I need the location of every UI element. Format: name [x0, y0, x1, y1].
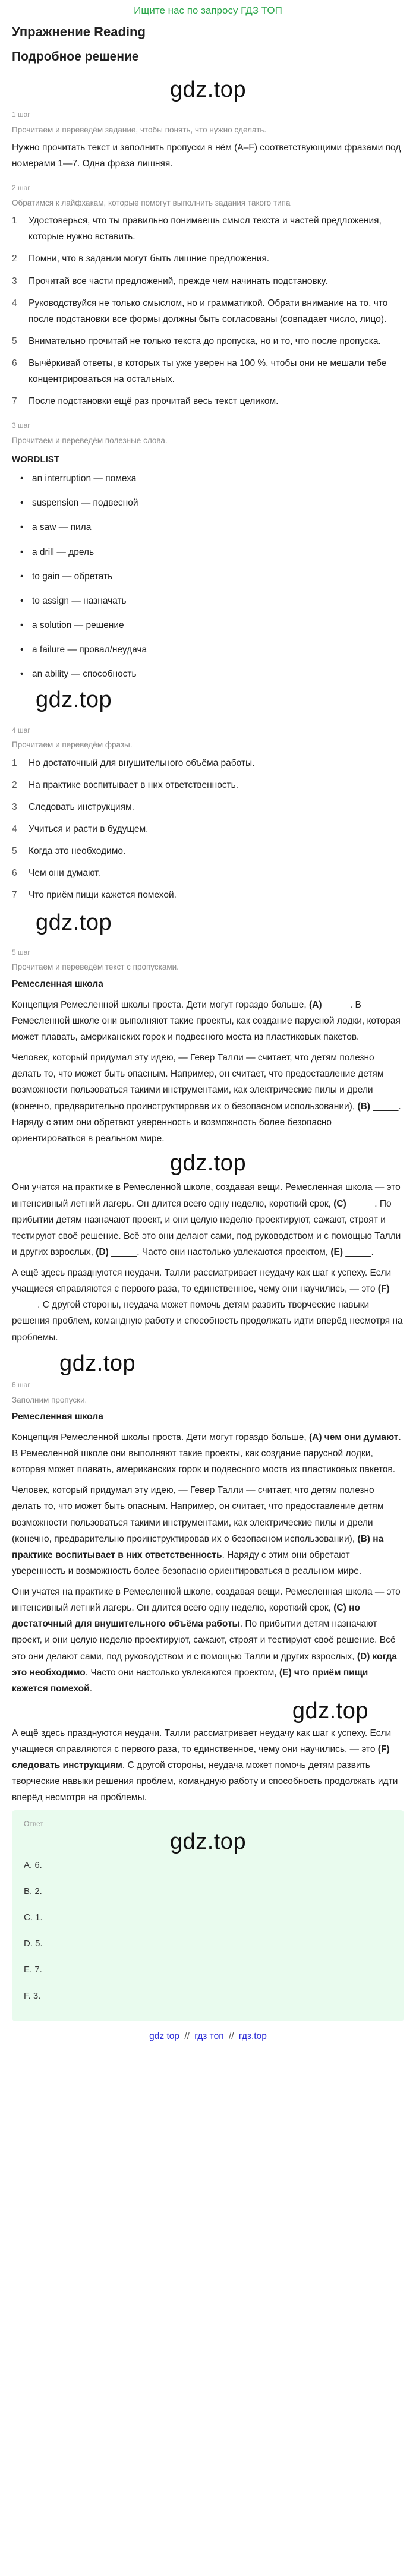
text-paragraph	[12, 1584, 404, 1697]
text-run: Они учатся на практике в Ремесленной школе, создавая вещи. Ремесленная школа — это интенсивный летний лагерь. Он длится всего одну неделю, короткий срок,	[12, 1182, 401, 1209]
bullet-icon: •	[20, 522, 24, 533]
list-item	[12, 273, 404, 289]
footer-link[interactable]: гдз топ	[194, 2031, 224, 2041]
text-run: _____. Часто они настолько увлекаются проектом,	[108, 1246, 331, 1257]
text-paragraph	[12, 1179, 404, 1260]
text-run: . По прибытии детям назначают проект, и они целую неделю проектируют, сажают, строят и тестируют своё решение. Всё это они делают сами, под руководством и с помощью Талли и других взрослых,	[12, 1619, 396, 1662]
text-paragraph	[12, 1725, 404, 1806]
wordlist-title: WORDLIST	[12, 454, 59, 465]
step-label: 5 шаг	[12, 948, 30, 957]
answer-item: F. 3.	[24, 1990, 41, 2001]
wordlist	[12, 471, 404, 682]
list-item	[12, 755, 404, 771]
text-run: _____. В Ремесленной школе они выполняют такие проекты, как создание парусной лодки, которая может плавать, американских горок и подвесного моста из пластиковых пакетов.	[12, 999, 401, 1043]
text-run: . Наряду с этим они обретают уверенность и возможность более безопасно ориентироваться в реальном мире.	[12, 1549, 362, 1576]
answer-label: Ответ	[24, 1820, 43, 1829]
list-item	[20, 617, 404, 633]
word-entry: a saw — пила	[32, 522, 92, 533]
list-item	[12, 843, 404, 859]
step-hint: Заполним пропуски.	[12, 1395, 87, 1404]
list-item	[20, 569, 404, 585]
list-item	[12, 777, 404, 793]
text-run: . В Ремесленной школе они выполняют такие проекты, как создание парусной лодки, которая может плавать, американских горок и подвесного моста из пластиковых пакетов.	[12, 1432, 401, 1475]
item-text: Следовать инструкциям.	[29, 801, 134, 812]
footer-separator: //	[228, 2031, 234, 2041]
text-run: А ещё здесь празднуются неудачи. Талли рассматривает неудачу как шаг к успеху. Если учащиеся справляются с первого раза, то единственное, чему они научились, — это	[12, 1268, 392, 1295]
answer-list	[24, 1858, 392, 2003]
step-6	[12, 1379, 404, 1805]
watermark: gdz.top	[169, 1829, 247, 1855]
text-paragraph	[12, 1050, 404, 1147]
text-heading: Ремесленная школа	[12, 978, 103, 989]
bullet-icon: •	[20, 645, 24, 655]
word-entry: an ability — способность	[32, 669, 137, 680]
item-text: Чем они думают.	[29, 868, 100, 879]
gap-marker: (C)	[333, 1198, 346, 1209]
item-number: 3	[12, 276, 17, 286]
list-item	[12, 295, 404, 327]
step-text: Нужно прочитать текст и заполнить пропуски в нём (A–F) соответствующими фразами под номерами 1—7. Одна фраза лишняя.	[12, 143, 401, 169]
item-text: Внимательно прочитай не только текста до пропуска, но и то, что после пропуска.	[29, 336, 381, 346]
gap-marker: (A)	[308, 999, 322, 1010]
text-run: . Часто они настолько увлекаются проектом,	[85, 1667, 279, 1678]
list-item	[12, 821, 404, 837]
filled-answer: (F) следовать инструкциям	[12, 1744, 390, 1770]
item-number: 1	[12, 216, 17, 226]
item-text: На практике воспитывает в них ответственность.	[29, 779, 239, 790]
item-text: Вычёркивай ответы, в которых ты уже уверен на 100 %, чтобы они не мешали тебе концентрироваться на остальных.	[29, 358, 387, 385]
bullet-icon: •	[20, 571, 24, 582]
text-run: _____. По прибытии детям назначают проект, и они целую неделю проектируют, сажают, строят и тестируют своё решение. Всё это они делают сами, под руководством и с помощью Талли и других взрослых,	[12, 1198, 401, 1257]
list-item	[20, 471, 404, 487]
item-text: Удостоверься, что ты правильно понимаешь смысл текста и частей предложения, которые нужно вставить.	[29, 216, 382, 242]
step-hint: Прочитаем и переведём полезные слова.	[12, 435, 168, 445]
item-text: Когда это необходимо.	[29, 846, 126, 857]
step-4	[12, 725, 404, 904]
text-run: Человек, который придумал эту идею, — Гевер Талли — считает, что детям полезно делать то, что может быть опасным. Например, он считает, что предоставление детям возможности пользоваться такими инструментами, как электрические пилы и дрели (конечно, предварительно проинструктировав их о безопасном использовании),	[12, 1485, 384, 1544]
bullet-icon: •	[20, 547, 24, 557]
step-hint: Обратимся к лайфхакам, которые помогут выполнить задания такого типа	[12, 198, 291, 207]
step-label: 6 шаг	[12, 1381, 30, 1390]
phrases-list	[12, 755, 404, 904]
bullet-icon: •	[20, 473, 24, 484]
watermark: gdz.top	[36, 910, 112, 935]
item-number: 5	[12, 846, 17, 857]
list-item	[12, 887, 404, 903]
item-number: 1	[12, 757, 17, 768]
list-item	[12, 213, 404, 245]
step-label: 2 шаг	[12, 184, 30, 192]
gap-marker: (F)	[377, 1284, 390, 1295]
text-run: .	[89, 1683, 92, 1694]
item-number: 4	[12, 298, 17, 308]
item-number: 4	[12, 824, 17, 835]
filled-answer: (A) чем они думают	[308, 1432, 399, 1442]
top-banner[interactable]: Ищите нас по запросу ГДЗ ТОП	[134, 5, 282, 16]
answer-item: E. 7.	[24, 1964, 42, 1975]
list-item	[12, 355, 404, 387]
bullet-icon: •	[20, 620, 24, 630]
page-content	[0, 21, 416, 2044]
list-item	[12, 865, 404, 881]
page-title: Упражнение Reading	[12, 24, 146, 39]
bullet-icon: •	[20, 595, 24, 606]
step-hint: Прочитаем и переведём фразы.	[12, 740, 133, 750]
list-item	[20, 642, 404, 658]
text-run: . С другой стороны, неудача может помочь детям развить творческие навыки решения проблем, командную работу и способность продолжать идти вперёд несмотря на проблемы.	[12, 1760, 398, 1802]
text-run: Они учатся на практике в Ремесленной школе, создавая вещи. Ремесленная школа — это интенсивный летний лагерь. Он длится всего одну неделю, короткий срок,	[12, 1587, 401, 1614]
item-number: 5	[12, 336, 17, 346]
footer-links	[12, 2029, 404, 2044]
item-text: Помни, что в задании могут быть лишние предложения.	[29, 254, 270, 264]
answer-item: D. 5.	[24, 1938, 43, 1949]
word-entry: a solution — решение	[32, 620, 124, 630]
item-text: Но достаточный для внушительного объёма работы.	[29, 757, 255, 768]
text-paragraph	[12, 1482, 404, 1579]
gap-marker: (B)	[357, 1101, 370, 1112]
step-5	[12, 947, 404, 1346]
list-item	[12, 393, 404, 409]
answer-item: B. 2.	[24, 1886, 42, 1896]
list-item	[20, 519, 404, 535]
step-label: 1 шаг	[12, 111, 30, 119]
step-label: 3 шаг	[12, 421, 30, 430]
text-run: _____.	[343, 1246, 374, 1257]
list-item	[20, 544, 404, 560]
word-entry: a drill — дрель	[32, 547, 94, 557]
watermark: gdz.top	[59, 1350, 136, 1376]
item-text: Что приём пищи кажется помехой.	[29, 890, 177, 901]
text-run: Концепция Ремесленной школы проста. Дети могут гораздо больше,	[12, 999, 309, 1010]
footer-link[interactable]: гдз.top	[238, 2031, 267, 2041]
watermark: gdz.top	[292, 1698, 368, 1723]
step-hint: Прочитаем и переведём текст с пропусками.	[12, 962, 179, 972]
footer-separator: //	[184, 2031, 190, 2041]
step-1	[12, 109, 404, 172]
gap-marker: (D)	[96, 1246, 109, 1257]
item-text: Руководствуйся не только смыслом, но и грамматикой. Обрати внимание на то, что после подстановки все формы должны быть согласованы (совпадает число, лицо).	[29, 298, 388, 324]
word-entry: to assign — назначать	[32, 595, 127, 606]
text-run: Человек, который придумал эту идею, — Гевер Талли — считает, что детям полезно делать то, что может быть опасным. Например, он считает, что предоставление детям возможности пользоваться такими инструментами, как электрические пилы и дрели (конечно, предварительно проинструктировав их о безопасном использовании),	[12, 1053, 384, 1112]
item-number: 6	[12, 868, 17, 879]
bullet-icon: •	[20, 498, 24, 509]
text-paragraph	[12, 1265, 404, 1346]
list-item	[20, 495, 404, 511]
item-text: После подстановки ещё раз прочитай весь текст целиком.	[29, 396, 279, 407]
filled-answer: (C) но достаточный для внушительного объёма работы	[12, 1603, 360, 1630]
answer-box	[12, 1810, 404, 2021]
filled-answer: (B) на практике воспитывает в них ответственность	[12, 1533, 384, 1560]
tips-list	[12, 213, 404, 409]
item-text: Учиться и расти в будущем.	[29, 824, 149, 835]
item-number: 2	[12, 254, 17, 264]
item-number: 7	[12, 396, 17, 407]
text-heading: Ремесленная школа	[12, 1412, 103, 1422]
gap-marker: (E)	[330, 1246, 343, 1257]
item-number: 6	[12, 358, 17, 369]
watermark: gdz.top	[36, 687, 112, 713]
step-hint: Прочитаем и переведём задание, чтобы понять, что нужно сделать.	[12, 125, 267, 134]
item-text: Прочитай все части предложений, прежде чем начинать подстановку.	[29, 276, 328, 286]
step-2	[12, 182, 404, 409]
item-number: 3	[12, 801, 17, 812]
text-run: _____. Наряду с этим они обретают уверенность и возможность более безопасно ориентироваться в реальном мире.	[12, 1101, 401, 1144]
word-entry: to gain — обретать	[32, 571, 113, 582]
word-entry: an interruption — помеха	[32, 473, 137, 484]
list-item	[12, 333, 404, 349]
page-subtitle: Подробное решение	[12, 50, 139, 64]
word-entry: suspension — подвесной	[32, 498, 138, 509]
answer-item: A. 6.	[24, 1860, 42, 1870]
item-number: 2	[12, 779, 17, 790]
word-entry: a failure — провал/неудача	[32, 645, 147, 655]
watermark: gdz.top	[169, 77, 247, 102]
text-run: А ещё здесь празднуются неудачи. Талли рассматривает неудачу как шаг к успеху. Если учащиеся справляются с первого раза, то единственное, чему они научились, — это	[12, 1728, 392, 1754]
list-item	[12, 251, 404, 267]
footer-link[interactable]: gdz top	[149, 2031, 180, 2041]
filled-answer: (D) когда это необходимо	[12, 1651, 398, 1678]
bullet-icon: •	[20, 669, 24, 680]
text-paragraph	[12, 1429, 404, 1478]
step-label: 4 шаг	[12, 725, 30, 734]
text-run: Концепция Ремесленной школы проста. Дети могут гораздо больше,	[12, 1432, 309, 1442]
item-number: 7	[12, 890, 17, 901]
text-run: _____. С другой стороны, неудача может помочь детям развить творческие навыки решения проблем, командную работу и способность продолжать идти вперёд несмотря на проблемы.	[12, 1300, 403, 1343]
answer-item: C. 1.	[24, 1912, 43, 1922]
step-3	[12, 420, 404, 682]
filled-answer: (E) что приём пищи кажется помехой	[12, 1667, 368, 1694]
text-paragraph	[12, 997, 404, 1045]
list-item	[20, 666, 404, 682]
watermark: gdz.top	[169, 1150, 247, 1176]
list-item	[20, 593, 404, 609]
list-item	[12, 799, 404, 815]
